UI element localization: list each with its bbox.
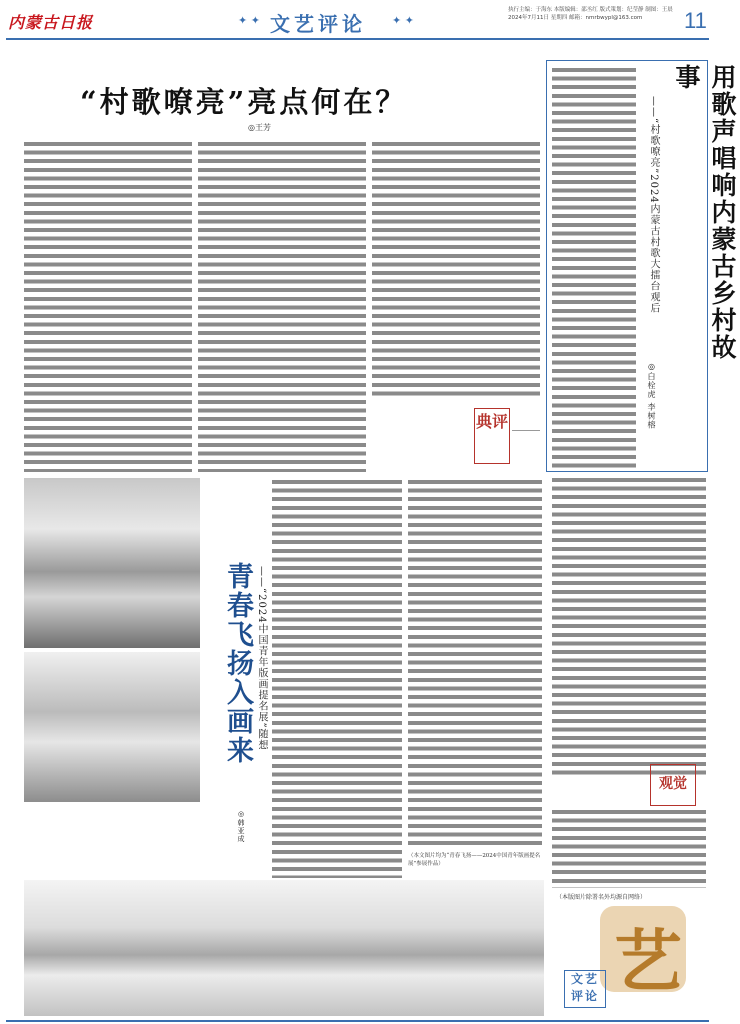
seal-guanjue: 观觉 (650, 764, 696, 806)
landscape-print-artwork (24, 652, 200, 802)
column-logo-glyph: 艺 (614, 922, 683, 1002)
lower-article-byline: ◎韩亚成 (237, 810, 245, 843)
right-body-top (552, 66, 636, 468)
main-byline: ◎王芳 (248, 123, 271, 132)
star-ornament-icon: ✦ ✦ (238, 14, 260, 27)
masthead (0, 0, 715, 46)
lower-article-subtitle: ——“2024中国青年版画提名展”随想 (256, 566, 267, 751)
main-body-column-3 (372, 140, 540, 400)
meta-line-date: 2024年7月11日 星期四 邮箱：nmrbwypl@163.com (508, 15, 643, 21)
newspaper-logo: 内蒙古日报 (8, 13, 94, 32)
main-body-column-1 (24, 140, 192, 472)
right-article-subtitle: ——“村歌嘹亮”2024内蒙古村歌大擂台观后 (648, 96, 659, 314)
mountain-print-artwork (24, 880, 544, 1016)
image-source-note: （本版图片除署名外均源自网络） (556, 894, 647, 901)
right-article-byline: ◎白栓虎 李树榕 (647, 362, 656, 430)
star-ornament-icon: ✦ ✦ (392, 14, 414, 27)
footer-rule (6, 1020, 709, 1022)
header-rule (6, 38, 709, 40)
right-body-end (552, 808, 706, 888)
lower-body-column-1 (272, 478, 402, 878)
edition-meta (508, 6, 678, 22)
meta-line-editors: 执行主编：于海东 本版编辑：邵丞红 版式策划：纪莹静 制图：王晨 (508, 7, 673, 13)
divider (512, 430, 540, 431)
lower-article-title: 青春飞扬入画来 (222, 562, 253, 765)
woodcut-print-artwork (24, 478, 200, 648)
section-title: 文艺评论 (270, 12, 366, 36)
main-headline: “村歌嘹亮”亮点何在？ (80, 85, 408, 119)
lower-body-column-2 (408, 478, 542, 848)
page-number: 11 (684, 8, 707, 33)
column-logo (560, 906, 706, 1018)
main-body-column-2 (198, 140, 366, 472)
right-article-title: 用歌声唱响内蒙古乡村故事 (672, 64, 737, 361)
right-body-lower (552, 476, 706, 776)
seal-dianping: 典评 (474, 408, 510, 464)
lower-article-caption: （本文图片均为“青春飞扬——2024中国青年版画提名展”参展作品） (408, 853, 541, 867)
column-logo-label: 文艺评论 (564, 970, 606, 1008)
